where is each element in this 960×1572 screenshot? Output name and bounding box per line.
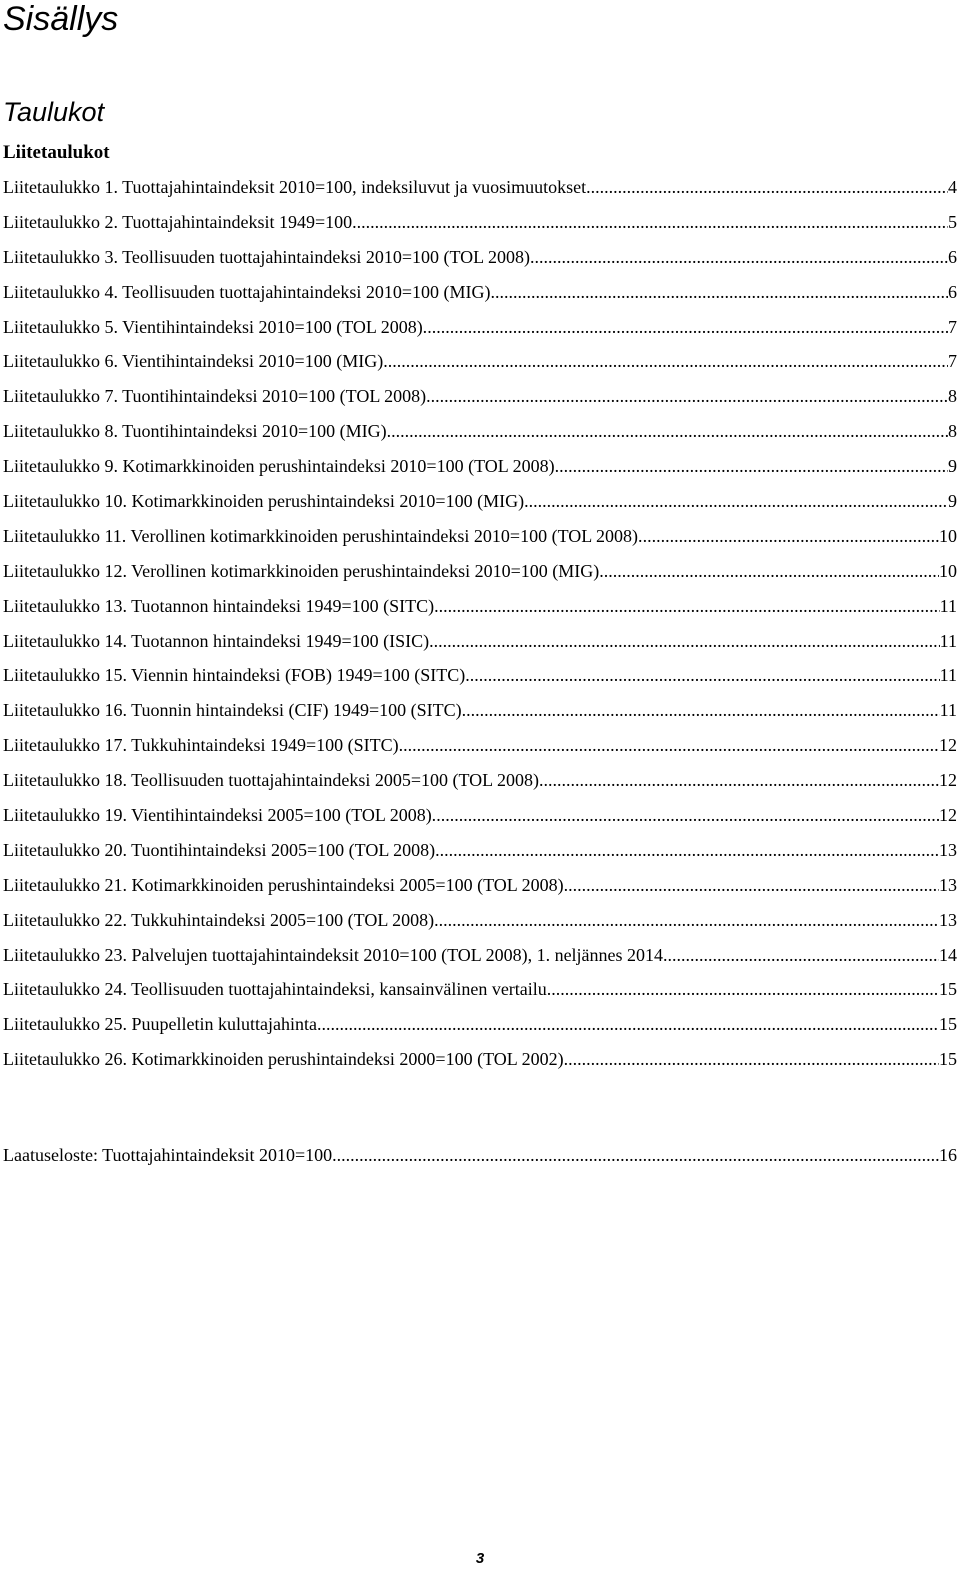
toc-entry[interactable] bbox=[3, 908, 957, 943]
toc-leader bbox=[568, 873, 939, 897]
toc-entry[interactable] bbox=[3, 629, 957, 664]
toc-entry-page: 6 bbox=[948, 246, 957, 267]
toc-leader bbox=[440, 838, 939, 862]
toc-entry-page: 7 bbox=[948, 351, 957, 372]
toc-entry[interactable] bbox=[3, 1047, 957, 1082]
toc-entry[interactable] bbox=[3, 803, 957, 838]
toc-entry[interactable] bbox=[3, 663, 957, 698]
toc-entry-page: 10 bbox=[939, 525, 957, 546]
toc-entry[interactable] bbox=[3, 384, 957, 419]
toc-entry-label: Liitetaulukko 12. Verollinen kotimarkkinoiden perushintaindeksi 2010=100 (MIG). bbox=[3, 560, 604, 581]
toc-entry-page: 7 bbox=[948, 316, 957, 337]
toc-entry-label: Liitetaulukko 2. Tuottajahintaindeksit 1949=100. bbox=[3, 211, 357, 232]
toc-entry-page: 13 bbox=[939, 839, 957, 860]
toc-entry-page: 13 bbox=[939, 874, 957, 895]
toc-entry-page: 12 bbox=[939, 735, 957, 756]
toc-entry-label: Liitetaulukko 14. Tuotannon hintaindeksi 1949=100 (ISIC). bbox=[3, 630, 434, 651]
toc-entry-label: Liitetaulukko 8. Tuontihintaindeksi 2010=100 (MIG). bbox=[3, 421, 392, 442]
toc-entry-page: 8 bbox=[948, 421, 957, 442]
toc-entry[interactable] bbox=[3, 245, 957, 280]
toc-leader bbox=[470, 663, 940, 687]
toc-entry[interactable] bbox=[3, 768, 957, 803]
toc-leader bbox=[427, 315, 948, 339]
toc-leader bbox=[534, 245, 948, 269]
toc-entry-label: Liitetaulukko 13. Tuotannon hintaindeksi 1949=100 (SITC). bbox=[3, 595, 439, 616]
toc-entry-label: Liitetaulukko 3. Teollisuuden tuottajahintaindeksi 2010=100 (TOL 2008). bbox=[3, 246, 535, 267]
toc-entry-page: 15 bbox=[939, 979, 957, 1000]
toc-entry[interactable] bbox=[3, 733, 957, 768]
toc-entry-label: Liitetaulukko 19. Vientihintaindeksi 2005=100 (TOL 2008). bbox=[3, 805, 437, 826]
toc-entry[interactable] bbox=[3, 419, 957, 454]
toc-leader bbox=[403, 733, 939, 757]
toc-entry-label: Liitetaulukko 20. Tuontihintaindeksi 2005=100 (TOL 2008). bbox=[3, 839, 440, 860]
toc-entry-quality-report[interactable] bbox=[3, 1143, 957, 1178]
toc-entry-page: 11 bbox=[939, 665, 957, 686]
toc-list bbox=[3, 175, 957, 1082]
toc-entry-page: 12 bbox=[939, 805, 957, 826]
toc-entry[interactable] bbox=[3, 210, 957, 245]
toc-entry-label: Liitetaulukko 21. Kotimarkkinoiden perushintaindeksi 2005=100 (TOL 2008). bbox=[3, 874, 569, 895]
toc-entry[interactable] bbox=[3, 838, 957, 873]
toc-entry-label: Liitetaulukko 10. Kotimarkkinoiden perushintaindeksi 2010=100 (MIG). bbox=[3, 491, 529, 512]
toc-entry-page: 10 bbox=[939, 560, 957, 581]
toc-leader bbox=[551, 977, 939, 1001]
toc-entry[interactable] bbox=[3, 943, 957, 978]
toc-entry-label: Liitetaulukko 23. Palvelujen tuottajahintaindeksit 2010=100 (TOL 2008), 1. neljännes 2014 bbox=[3, 944, 664, 965]
toc-leader bbox=[568, 1047, 939, 1071]
toc-leader bbox=[591, 175, 948, 199]
toc-entry-page: 4 bbox=[948, 177, 957, 197]
toc-leader bbox=[559, 454, 948, 478]
toc-entry[interactable] bbox=[3, 698, 957, 733]
toc-entry-page: 15 bbox=[939, 1014, 957, 1035]
toc-entry[interactable] bbox=[3, 280, 957, 315]
toc-leader bbox=[434, 629, 940, 653]
toc-entry-label: Liitetaulukko 22. Tukkuhintaindeksi 2005=100 (TOL 2008). bbox=[3, 909, 439, 930]
toc-entry[interactable] bbox=[3, 559, 957, 594]
toc-entry[interactable] bbox=[3, 349, 957, 384]
toc-entry-page: 14 bbox=[939, 944, 957, 965]
toc-entry-label: Liitetaulukko 4. Teollisuuden tuottajahintaindeksi 2010=100 (MIG). bbox=[3, 281, 495, 302]
toc-leader bbox=[604, 559, 939, 583]
toc-entry-page: 5 bbox=[948, 211, 957, 232]
toc-entry-label: Liitetaulukko 25. Puupelletin kuluttajahinta. bbox=[3, 1014, 322, 1035]
toc-leader bbox=[495, 280, 948, 304]
toc-entry-label: Liitetaulukko 17. Tukkuhintaindeksi 1949=100 (SITC). bbox=[3, 735, 404, 756]
toc-leader bbox=[643, 524, 939, 548]
toc-leader bbox=[391, 419, 948, 443]
toc-entry-page: 11 bbox=[939, 595, 957, 616]
toc-leader bbox=[436, 803, 939, 827]
toc-entry-label: Liitetaulukko 1. Tuottajahintaindeksit 2010=100, indeksiluvut ja vuosimuutokset. bbox=[3, 177, 591, 197]
toc-entry[interactable] bbox=[3, 594, 957, 629]
toc-entry[interactable] bbox=[3, 977, 957, 1012]
toc-entry[interactable] bbox=[3, 489, 957, 524]
toc-leader bbox=[439, 908, 939, 932]
toc-entry-label: Liitetaulukko 16. Tuonnin hintaindeksi (CIF) 1949=100 (SITC). bbox=[3, 700, 467, 721]
toc-entry-page: 16 bbox=[939, 1145, 957, 1165]
toc-entry-page: 11 bbox=[939, 630, 957, 651]
toc-entry-label: Liitetaulukko 24. Teollisuuden tuottajahintaindeksi, kansainvälinen vertailu. bbox=[3, 979, 552, 1000]
toc-entry-label: Liitetaulukko 5. Vientihintaindeksi 2010=100 (TOL 2008). bbox=[3, 316, 428, 337]
toc-entry-label: Liitetaulukko 26. Kotimarkkinoiden perushintaindeksi 2000=100 (TOL 2002). bbox=[3, 1049, 569, 1070]
page-title: Sisällys bbox=[3, 0, 119, 38]
toc-entry-label: Liitetaulukko 6. Vientihintaindeksi 2010=100 (MIG). bbox=[3, 351, 388, 372]
toc-entry-page: 8 bbox=[948, 386, 957, 407]
toc-entry-page: 9 bbox=[948, 456, 957, 477]
toc-entry[interactable] bbox=[3, 524, 957, 559]
toc-entry[interactable] bbox=[3, 315, 957, 350]
toc-leader bbox=[321, 1012, 939, 1036]
toc-entry-page: 11 bbox=[939, 700, 957, 721]
toc-entry[interactable] bbox=[3, 1012, 957, 1047]
toc-entry-page: 6 bbox=[948, 281, 957, 302]
toc-entry-page: 15 bbox=[939, 1049, 957, 1070]
page-number: 3 bbox=[475, 1550, 485, 1567]
toc-entry-label: Laatuseloste: Tuottajahintaindeksit 2010=100. bbox=[3, 1145, 337, 1165]
toc-leader bbox=[466, 698, 940, 722]
toc-leader bbox=[543, 768, 939, 792]
toc-leader bbox=[357, 210, 948, 234]
toc-entry-page: 12 bbox=[939, 770, 957, 791]
toc-entry-label: Liitetaulukko 11. Verollinen kotimarkkinoiden perushintaindeksi 2010=100 (TOL 2008). bbox=[3, 525, 643, 546]
toc-entry-page: 9 bbox=[948, 491, 957, 512]
toc-leader bbox=[439, 594, 940, 618]
section-title: Taulukot bbox=[3, 97, 105, 127]
toc-leader bbox=[388, 349, 948, 373]
toc-entry-page: 13 bbox=[939, 909, 957, 930]
toc-entry[interactable] bbox=[3, 175, 957, 210]
toc-leader bbox=[529, 489, 948, 513]
toc-leader bbox=[431, 384, 948, 408]
subsection-title: Liitetaulukot bbox=[3, 142, 110, 163]
toc-entry-label: Liitetaulukko 18. Teollisuuden tuottajahintaindeksi 2005=100 (TOL 2008). bbox=[3, 770, 544, 791]
toc-entry-label: Liitetaulukko 7. Tuontihintaindeksi 2010=100 (TOL 2008). bbox=[3, 386, 431, 407]
toc-entry-label: Liitetaulukko 15. Viennin hintaindeksi (FOB) 1949=100 (SITC). bbox=[3, 665, 470, 686]
toc-entry[interactable] bbox=[3, 454, 957, 489]
toc-leader bbox=[337, 1143, 939, 1167]
toc-entry-label: Liitetaulukko 9. Kotimarkkinoiden perushintaindeksi 2010=100 (TOL 2008). bbox=[3, 456, 560, 477]
toc-entry[interactable] bbox=[3, 873, 957, 908]
toc-leader bbox=[663, 943, 939, 967]
